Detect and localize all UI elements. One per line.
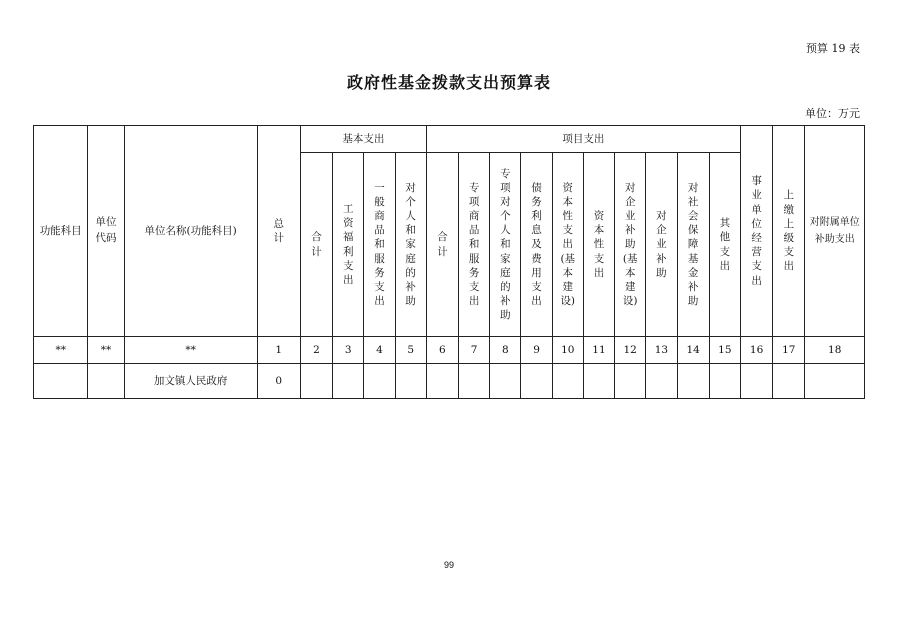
table-cell — [677, 364, 709, 399]
index-cell: ** — [34, 337, 88, 364]
header-social-security: 对 社 会 保 障 基 金 补 助 — [677, 153, 709, 337]
table-cell — [805, 364, 865, 399]
table-cell — [740, 364, 772, 399]
table-row — [34, 364, 865, 399]
header-other: 其 他 支 出 — [709, 153, 740, 337]
index-cell: 5 — [395, 337, 426, 364]
header-total: 总 计 — [257, 126, 300, 337]
table-cell — [646, 364, 677, 399]
header-enterprise: 对 企 业 补 助 — [646, 153, 677, 337]
table-cell: 加文镇人民政府 — [124, 364, 257, 399]
index-cell: 15 — [709, 337, 740, 364]
header-affiliated-subsidy: 对附属单位 补助支出 — [805, 126, 865, 337]
table-cell — [364, 364, 395, 399]
index-cell: 6 — [426, 337, 458, 364]
table-cell — [88, 364, 124, 399]
table-cell — [583, 364, 614, 399]
index-cell: 17 — [773, 337, 805, 364]
table-cell — [300, 364, 332, 399]
table-cell — [709, 364, 740, 399]
header-func-subject: 功能科目 — [34, 126, 88, 337]
index-cell: 3 — [333, 337, 364, 364]
header-wages: 工 资 福 利 支 出 — [333, 153, 364, 337]
page-number: 99 — [443, 560, 454, 570]
unit-label: 单位：万元 — [805, 107, 860, 120]
index-cell: 9 — [521, 337, 552, 364]
index-cell: 12 — [615, 337, 646, 364]
header-project-group: 项目支出 — [426, 126, 740, 153]
header-project-total: 合 计 — [426, 153, 458, 337]
header-capital: 资 本 性 支 出 — [583, 153, 614, 337]
header-basic-group: 基本支出 — [300, 126, 426, 153]
index-cell: 13 — [646, 337, 677, 364]
index-cell: 11 — [583, 337, 614, 364]
header-enterprise-construction: 对 企 业 补 助 (基 本 建 设) — [615, 153, 646, 337]
table-cell — [490, 364, 521, 399]
index-cell: ** — [124, 337, 257, 364]
budget-table — [33, 125, 865, 399]
table-cell — [34, 364, 88, 399]
table-cell — [521, 364, 552, 399]
header-unit-name: 单位名称(功能科目) — [124, 126, 257, 337]
index-row — [34, 337, 865, 364]
index-cell: 8 — [490, 337, 521, 364]
table-cell — [552, 364, 583, 399]
index-cell: ** — [88, 337, 124, 364]
header-unit-code: 单位 代码 — [88, 126, 124, 337]
index-cell: 7 — [458, 337, 489, 364]
table-cell — [615, 364, 646, 399]
index-cell: 10 — [552, 337, 583, 364]
table-cell — [333, 364, 364, 399]
table-cell — [773, 364, 805, 399]
header-special-personal: 专 项 对 个 人 和 家 庭 的 补 助 — [490, 153, 521, 337]
header-basic-total: 合 计 — [300, 153, 332, 337]
index-cell: 18 — [805, 337, 865, 364]
form-number: 预算 19 表 — [806, 42, 860, 55]
header-business-operation: 事 业 单 位 经 营 支 出 — [740, 126, 772, 337]
header-personal-subsidy: 对 个 人 和 家 庭 的 补 助 — [395, 153, 426, 337]
page-title: 政府性基金拨款支出预算表 — [346, 73, 551, 92]
index-cell: 14 — [677, 337, 709, 364]
header-remit-upper: 上 缴 上 级 支 出 — [773, 126, 805, 337]
header-goods: 一 般 商 品 和 服 务 支 出 — [364, 153, 395, 337]
header-debt-interest: 债 务 利 息 及 费 用 支 出 — [521, 153, 552, 337]
index-cell: 1 — [257, 337, 300, 364]
table-cell — [426, 364, 458, 399]
table-cell — [458, 364, 489, 399]
header-special-goods: 专 项 商 品 和 服 务 支 出 — [458, 153, 489, 337]
index-cell: 16 — [740, 337, 772, 364]
header-capital-construction: 资 本 性 支 出 (基 本 建 设) — [552, 153, 583, 337]
index-cell: 4 — [364, 337, 395, 364]
table-cell — [395, 364, 426, 399]
table-cell: 0 — [257, 364, 300, 399]
index-cell: 2 — [300, 337, 332, 364]
